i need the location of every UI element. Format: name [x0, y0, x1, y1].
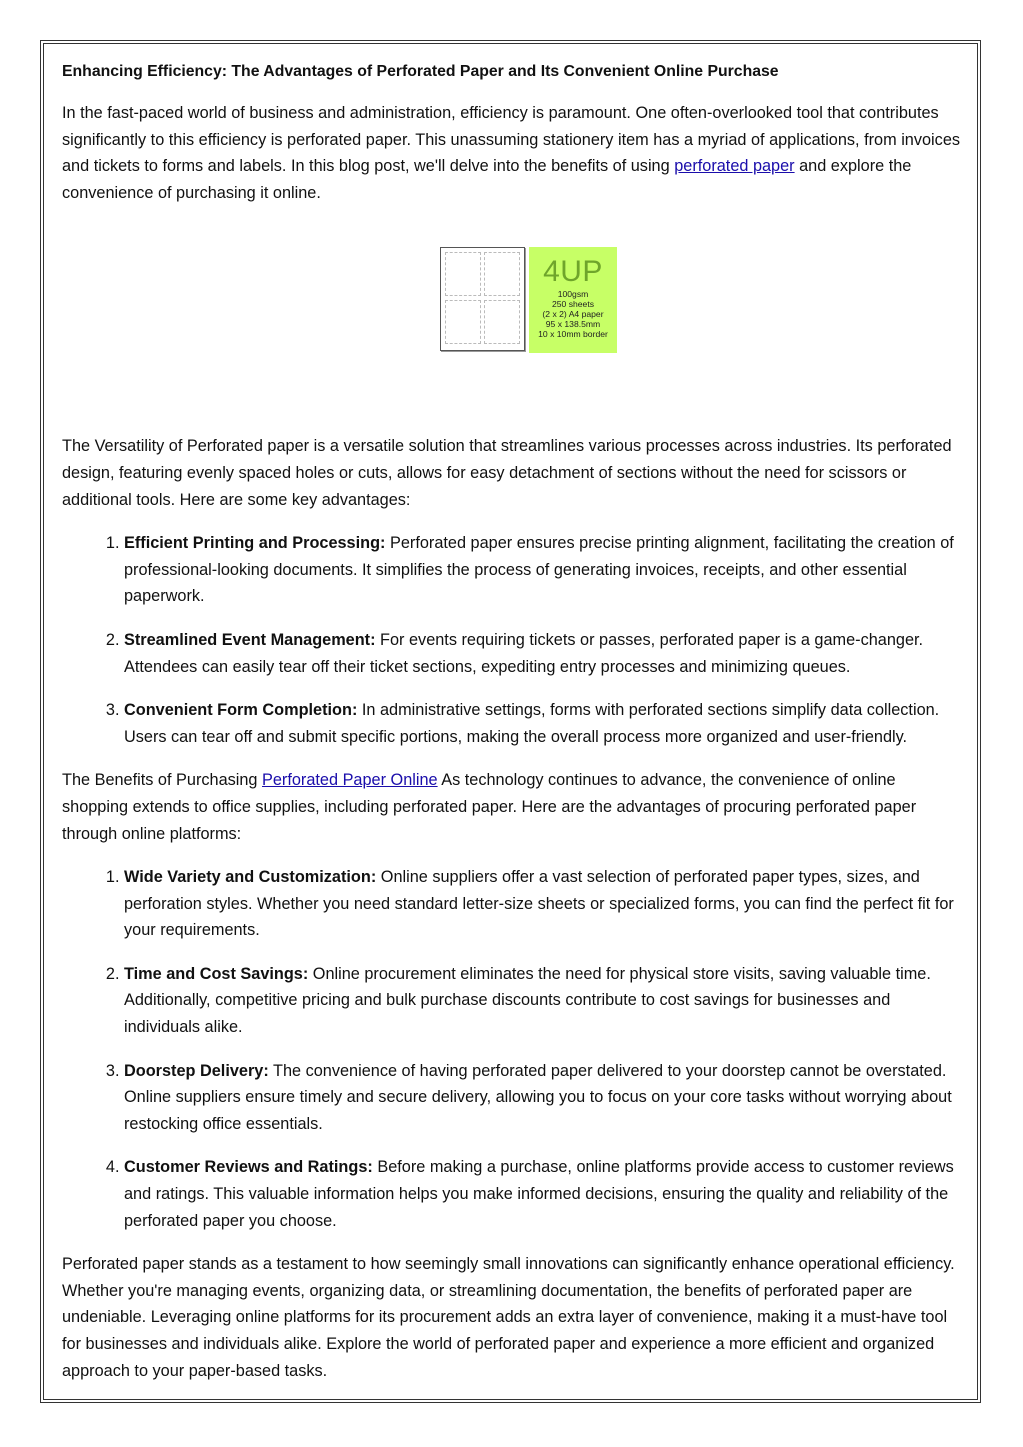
list-item-heading: Efficient Printing and Processing:	[124, 534, 386, 553]
list-item	[124, 697, 964, 750]
intro-paragraph	[62, 100, 964, 206]
list-item-body: Perforated paper ensures precise printing alignment, facilitating the creation of professional-looking documents. It simplifies the process of generating invoices, receipts, and other essential paperwork.	[124, 534, 954, 606]
document-title: Enhancing Efficiency: The Advantages of Perforated Paper and Its Convenient Online Purchase	[62, 63, 779, 80]
perforated-paper-link[interactable]: perforated paper	[674, 157, 795, 176]
sheet-cell	[445, 300, 481, 344]
perforated-paper-online-link[interactable]: Perforated Paper Online	[262, 771, 438, 790]
list-item	[124, 1154, 964, 1234]
intro-text: In the fast-paced world of business and administration, efficiency is paramount. One often-overlooked tool that contributes significantly to this efficiency is perforated paper. This unassuming stationery item has a myriad of applications, from invoices and tickets to forms and labels. In this blog post, we'll delve into the benefits of using	[62, 104, 961, 176]
product-format: 4UP	[543, 255, 603, 289]
spec-line: 250 sheets	[551, 299, 595, 310]
list-item	[124, 627, 964, 680]
online-paragraph	[62, 767, 964, 847]
list-item-heading: Streamlined Event Management:	[124, 630, 376, 649]
sheet-cell	[484, 300, 520, 344]
list-item-body: Before making a purchase, online platforms provide access to customer reviews and ratings. This valuable information helps you make informed decisions, ensuring the quality and reliability of the perforated paper you choose.	[124, 1158, 954, 1230]
online-text: The Benefits of Purchasing	[62, 771, 263, 790]
spec-line: 95 x 138.5mm	[545, 319, 601, 330]
sheet-cell	[445, 252, 481, 296]
list-item	[124, 1058, 964, 1138]
list-item-body: Online procurement eliminates the need for physical store visits, saving valuable time. Additionally, competitive pricing and bulk purchase discounts contribute to cost savings for businesses and individuals alike.	[124, 964, 931, 1037]
conclusion-paragraph: Perforated paper stands as a testament to how seemingly small innovations can significantly enhance operational efficiency. Whether you're managing events, organizing data, or streamlining documentation, the benefits of perforated paper are undeniable. Leveraging online platforms for its procurement adds an extra layer of convenience, making it a must-have tool for businesses and individuals alike. Explore the world of perforated paper and experience a more efficient and organized approach to your paper-based tasks.	[62, 1255, 955, 1380]
list-item-body: Online suppliers offer a vast selection of perforated paper types, sizes, and perforation styles. Whether you need standard letter-size sheets or specialized forms, you can find the perfect fit for your requirements.	[124, 868, 954, 940]
versatility-paragraph: The Versatility of Perforated paper is a versatile solution that streamlines various processes across industries. Its perforated design, featuring evenly spaced holes or cuts, allows for easy detachment of sections without the need for scissors or additional tools. Here are some key advantages:	[62, 437, 952, 509]
list-item-heading: Wide Variety and Customization:	[124, 868, 377, 887]
list-item	[124, 864, 964, 944]
sheet-cell	[484, 252, 520, 296]
list-item-heading: Doorstep Delivery:	[124, 1061, 269, 1080]
spec-line: 100gsm	[557, 289, 589, 300]
online-text-end: As technology continues to advance, the convenience of online shopping extends to office supplies, including perforated paper. Here are the advantages of procuring perforated paper through online platforms:	[62, 771, 917, 843]
benefits-list	[62, 864, 964, 1234]
list-item	[124, 530, 964, 610]
intro-text-end: and explore the convenience of purchasing it online.	[62, 157, 912, 202]
product-spec-label	[529, 247, 617, 353]
list-item-heading: Customer Reviews and Ratings:	[124, 1158, 373, 1177]
advantages-list	[62, 530, 964, 750]
list-item-body: For events requiring tickets or passes, perforated paper is a game-changer. Attendees can easily tear off their ticket sections, expediting entry processes and minimizing queues.	[124, 630, 924, 676]
perforated-sheet-illustration	[440, 247, 525, 351]
spec-line: (2 x 2) A4 paper	[542, 309, 604, 320]
list-item-heading: Time and Cost Savings:	[124, 964, 309, 983]
list-item-body: In administrative settings, forms with perforated sections simplify data collection. Users can tear off and submit specific portions, making the overall process more organized and user-friendly.	[124, 701, 940, 746]
list-item-heading: Convenient Form Completion:	[124, 701, 358, 720]
document-body	[62, 60, 964, 1401]
list-item	[124, 961, 964, 1041]
list-item-body: The convenience of having perforated paper delivered to your doorstep cannot be overstated. Online suppliers ensure timely and secure delivery, allowing you to focus on your core tasks without worrying about restocking office essentials.	[124, 1061, 952, 1133]
spec-line: 10 x 10mm border	[538, 329, 608, 340]
product-image	[62, 223, 964, 433]
